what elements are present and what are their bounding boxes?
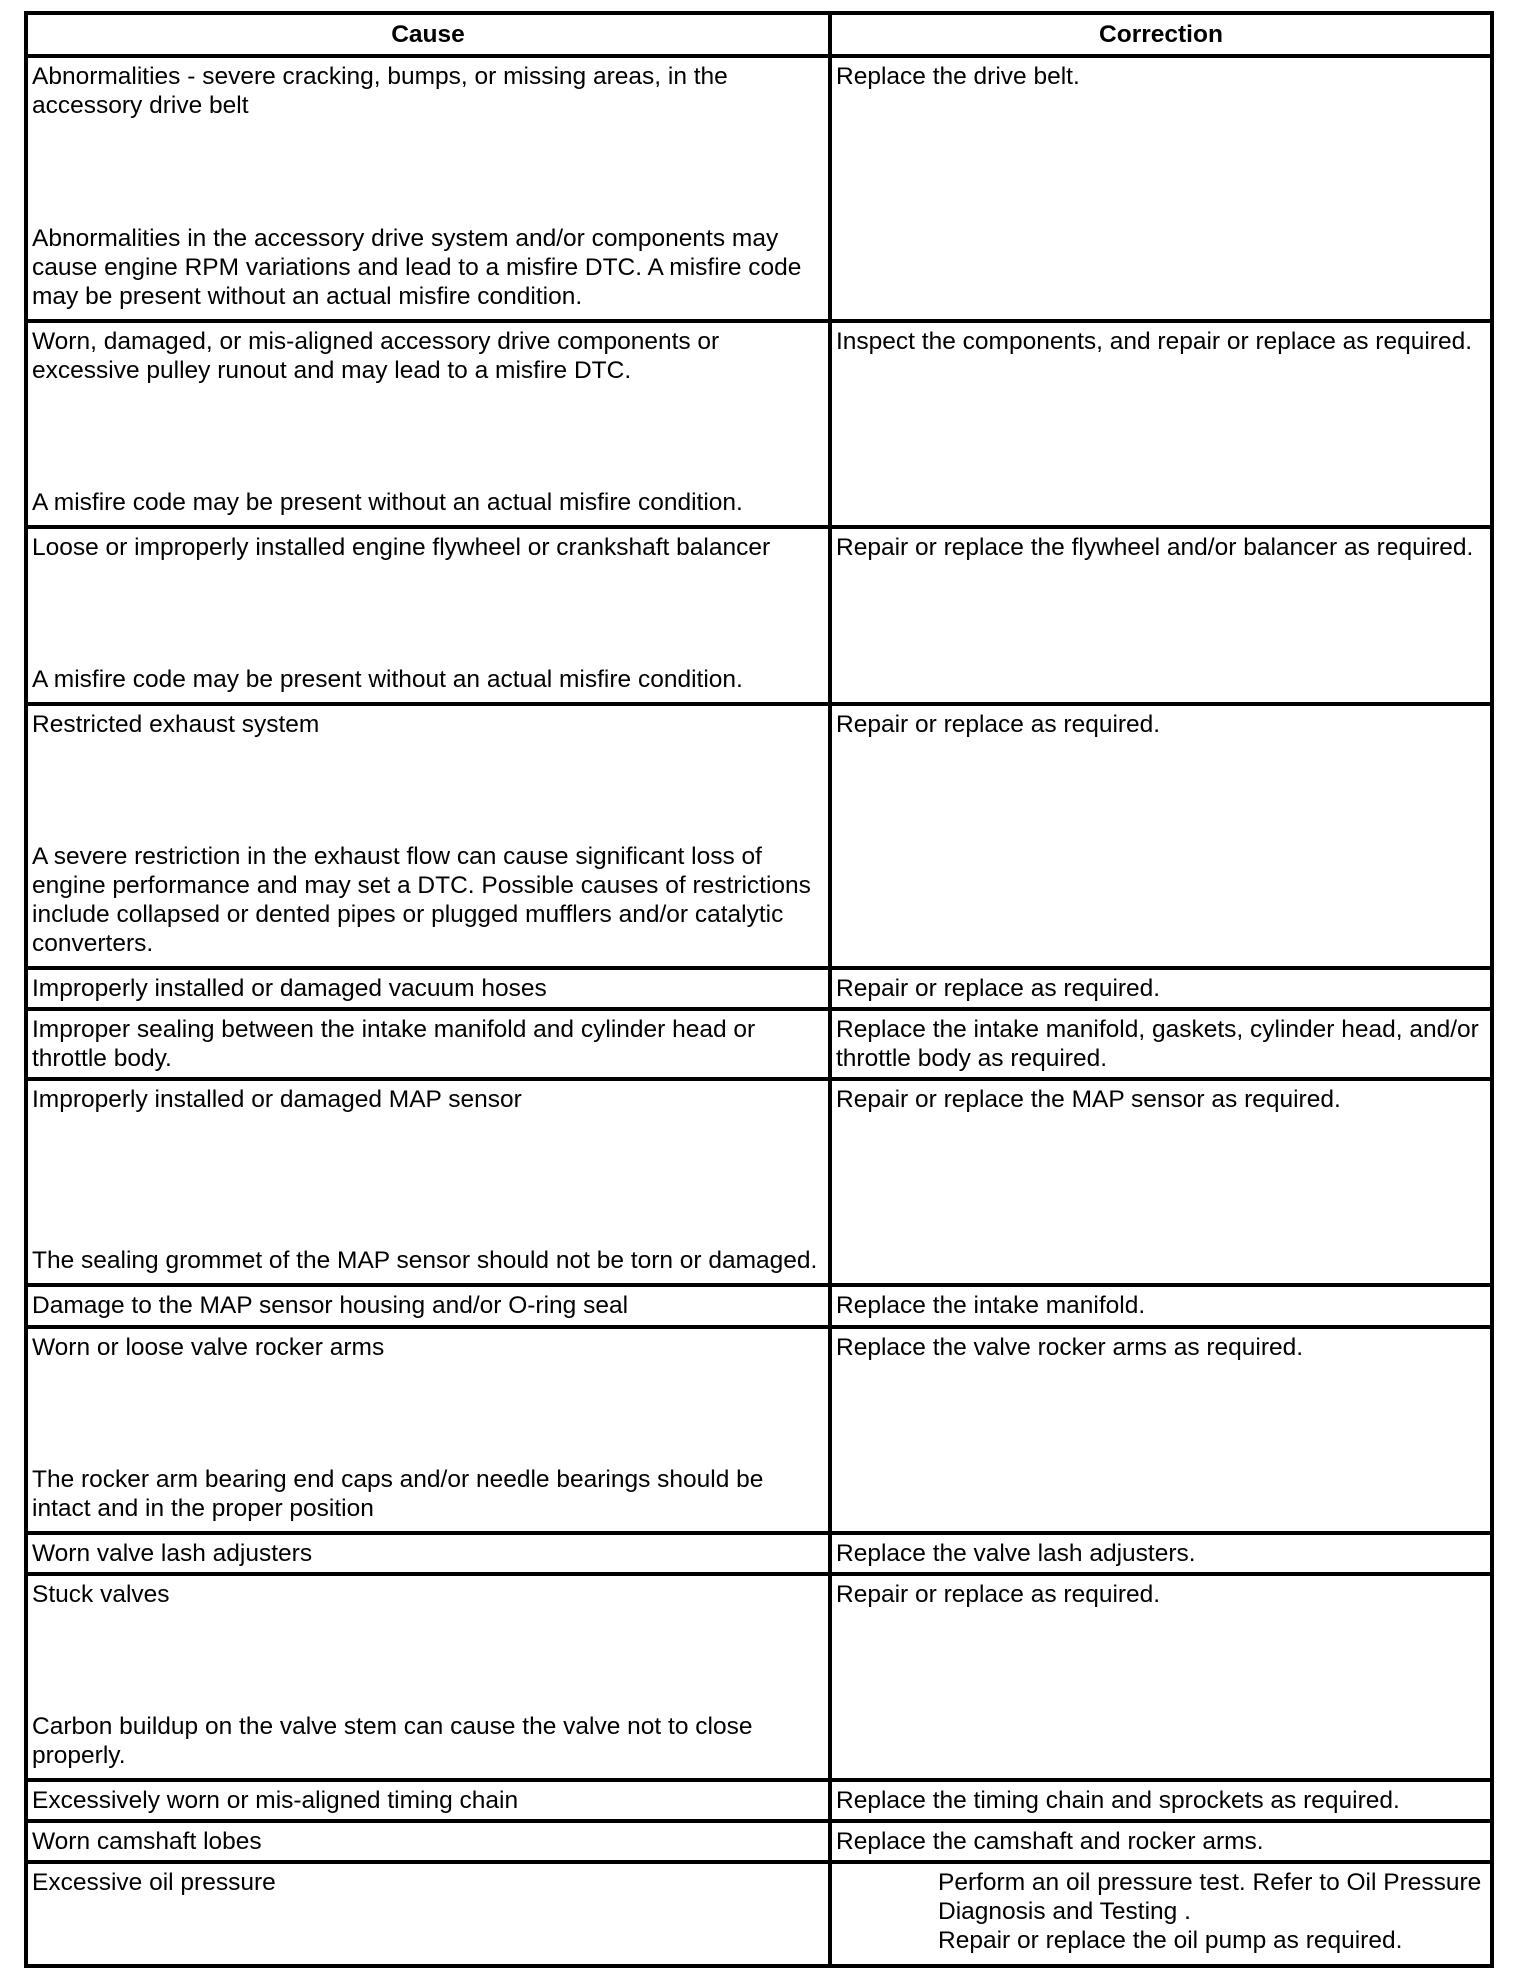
cause-text: Loose or improperly installed engine flywheel or crankshaft balancer [32,534,771,561]
correction-cell [830,1862,1492,1966]
cause-cell [26,1079,830,1285]
table-row [26,1574,1492,1780]
cause-text: Worn or loose valve rocker arms [32,1334,385,1361]
correction-cell: Replace the intake manifold. [830,1285,1492,1327]
correction-cell: Repair or replace as required. [830,968,1492,1009]
cause-note: A misfire code may be present without an actual misfire condition. [32,666,743,693]
table-row [26,321,1492,527]
cause-cell: Excessively worn or mis-aligned timing chain [26,1780,830,1821]
cause-text: Stuck valves [32,1581,170,1608]
correction-step: Perform an oil pressure test. Refer to Oil Pressure Diagnosis and Testing . [938,1869,1482,1925]
correction-cell: Replace the valve lash adjusters. [830,1533,1492,1574]
cause-text: Improperly installed or damaged MAP sensor [32,1086,522,1113]
table-row [26,1780,1492,1821]
correction-cell: Replace the drive belt. [830,56,1492,321]
table-row [26,1821,1492,1862]
cause-note: The sealing grommet of the MAP sensor should not be torn or damaged. [32,1247,818,1274]
cause-text: Restricted exhaust system [32,711,320,738]
correction-cell: Inspect the components, and repair or replace as required. [830,321,1492,527]
table-row [26,1285,1492,1327]
table-row [26,1533,1492,1574]
correction-cell: Replace the valve rocker arms as required. [830,1327,1492,1533]
correction-cell: Repair or replace the MAP sensor as required. [830,1079,1492,1285]
cause-cell: Worn camshaft lobes [26,1821,830,1862]
cause-cell [26,704,830,968]
table-row [26,1862,1492,1966]
table-row [26,968,1492,1009]
cause-cell [26,321,830,527]
correction-cell: Repair or replace as required. [830,704,1492,968]
correction-cell: Repair or replace as required. [830,1574,1492,1780]
table-row [26,1327,1492,1533]
table-row [26,56,1492,321]
table-row [26,527,1492,704]
cause-cell [26,1327,830,1533]
cause-text: Worn, damaged, or mis-aligned accessory drive components or excessive pulley runout and may lead to a misfire DTC. [32,328,720,384]
table-row [26,1009,1492,1079]
correction-steps [836,1868,1485,1955]
correction-cell: Repair or replace the flywheel and/or balancer as required. [830,527,1492,704]
cause-cell: Worn valve lash adjusters [26,1533,830,1574]
cause-cell [26,527,830,704]
table-row [26,704,1492,968]
cause-cell [26,56,830,321]
cause-note: The rocker arm bearing end caps and/or needle bearings should be intact and in the proper position [32,1466,764,1522]
correction-cell: Replace the camshaft and rocker arms. [830,1821,1492,1862]
cause-cell: Excessive oil pressure [26,1862,830,1966]
correction-cell: Replace the timing chain and sprockets as required. [830,1780,1492,1821]
cause-cell: Improperly installed or damaged vacuum hoses [26,968,830,1009]
cause-note: A severe restriction in the exhaust flow can cause significant loss of engine performance and may set a DTC. Possible causes of restrictions include collapsed or dented pipes or plugged mufflers and/or catalytic converters. [32,843,811,957]
header-cause: Cause [26,13,830,56]
header-row [26,13,1492,56]
table-row [26,1079,1492,1285]
cause-cell [26,1574,830,1780]
cause-cell: Improper sealing between the intake manifold and cylinder head or throttle body. [26,1009,830,1079]
cause-cell: Damage to the MAP sensor housing and/or O-ring seal [26,1285,830,1327]
cause-note: Abnormalities in the accessory drive system and/or components may cause engine RPM variations and lead to a misfire DTC. A misfire code may be present without an actual misfire condition. [32,225,802,310]
cause-text: Abnormalities - severe cracking, bumps, or missing areas, in the accessory drive belt [32,63,728,119]
cause-note: A misfire code may be present without an actual misfire condition. [32,489,743,516]
correction-step: Repair or replace the oil pump as required. [938,1927,1403,1954]
header-correction: Correction [830,13,1492,56]
cause-note: Carbon buildup on the valve stem can cause the valve not to close properly. [32,1713,753,1769]
correction-cell: Replace the intake manifold, gaskets, cylinder head, and/or throttle body as required. [830,1009,1492,1079]
diagnosis-table [24,11,1494,1968]
